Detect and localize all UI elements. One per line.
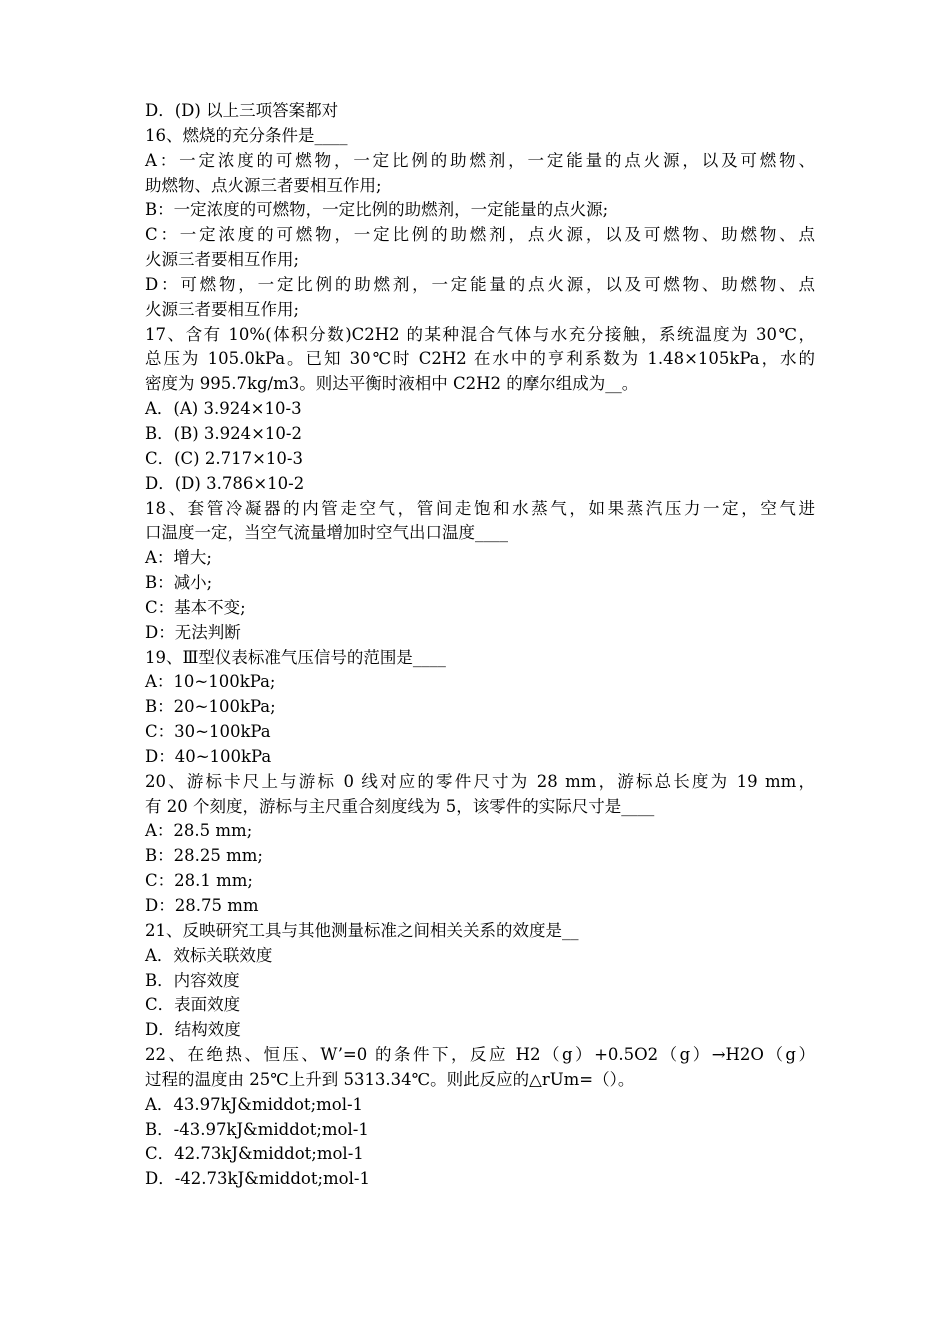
question-18-line2: 口温度一定，当空气流量增加时空气出口温度____ [145,523,508,543]
question-19: 19、Ⅲ型仪表标准气压信号的范围是____ [145,647,446,667]
q21-option-d: D．结构效度 [145,1020,241,1040]
q22-option-d: D．-42.73kJ&middot;mol-1 [145,1169,370,1189]
q18-option-a: A：增大; [145,548,212,568]
question-18-line1: 18、套管冷凝器的内管走空气，管间走饱和水蒸气，如果蒸汽压力一定，空气进 [145,498,815,518]
q18-option-d: D：无法判断 [145,622,241,642]
q21-option-c: C．表面效度 [145,995,241,1015]
q16-option-a-line2: 助燃物、点火源三者要相互作用; [145,175,382,195]
q17-option-d: D．(D) 3.786×10-2 [145,473,305,493]
q20-option-c: C：28.1 mm; [145,871,253,891]
q20-option-d: D：28.75 mm [145,896,259,915]
q17-option-b: B．(B) 3.924×10-2 [145,423,302,443]
q17-option-c: C．(C) 2.717×10-3 [145,448,303,468]
question-20-line1: 20、游标卡尺上与游标 0 线对应的零件尺寸为 28 mm，游标总长度为 19 mm， [145,771,815,791]
question-21: 21、反映研究工具与其他测量标准之间相关关系的效度是__ [145,920,579,940]
q16-option-c-line2: 火源三者要相互作用; [145,250,300,270]
q19-option-c: C：30~100kPa [145,722,271,742]
question-22-line1: 22、在绝热、恒压、W’=0 的条件下，反应 H2（g）+0.5O2（g）→H2O（g） [145,1045,815,1065]
q16-option-a-line1: A：一定浓度的可燃物，一定比例的助燃剂，一定能量的点火源，以及可燃物、 [145,150,815,170]
question-17-line3: 密度为 995.7kg/m3。则达平衡时液相中 C2H2 的摩尔组成为__。 [145,374,639,394]
q16-option-d-line1: D：可燃物，一定比例的助燃剂，一定能量的点火源，以及可燃物、助燃物、点 [145,274,815,294]
q16-option-d-line2: 火源三者要相互作用; [145,299,300,319]
question-20-line2: 有 20 个刻度，游标与主尺重合刻度线为 5，该零件的实际尺寸是____ [145,796,655,816]
q19-option-d: D：40~100kPa [145,746,272,766]
question-17-line2: 总压为 105.0kPa。已知 30℃时 C2H2 在水中的亨利系数为 1.48×105kPa，水的 [145,349,815,369]
document-body [145,99,815,1192]
q16-option-b: B：一定浓度的可燃物，一定比例的助燃剂，一定能量的点火源; [145,200,609,220]
q20-option-b: B：28.25 mm; [145,846,263,866]
q18-option-b: B：减小; [145,573,213,593]
question-22-line2: 过程的温度由 25℃上升到 5313.34℃。则此反应的△rUm=（）。 [145,1069,635,1089]
q19-option-b: B：20~100kPa; [145,697,276,717]
q20-option-a: A：28.5 mm; [145,821,253,841]
q17-option-a: A．(A) 3.924×10-3 [145,399,302,419]
q22-option-a: A．43.97kJ&middot;mol-1 [145,1094,364,1114]
q22-option-c: C．42.73kJ&middot;mol-1 [145,1144,364,1164]
q21-option-a: A．效标关联效度 [145,945,273,965]
option-d-line: D．(D) 以上三项答案都对 [145,101,339,120]
q19-option-a: A：10~100kPa; [145,672,276,692]
q21-option-b: B．内容效度 [145,970,240,990]
q22-option-b: B．-43.97kJ&middot;mol-1 [145,1119,369,1139]
q16-option-c-line1: C：一定浓度的可燃物，一定比例的助燃剂，点火源，以及可燃物、助燃物、点 [145,225,815,245]
question-17-line1: 17、含有 10%(体积分数)C2H2 的某种混合气体与水充分接触，系统温度为 30℃， [145,324,815,344]
q18-option-c: C：基本不变; [145,597,246,617]
question-16: 16、燃烧的充分条件是____ [145,125,348,145]
